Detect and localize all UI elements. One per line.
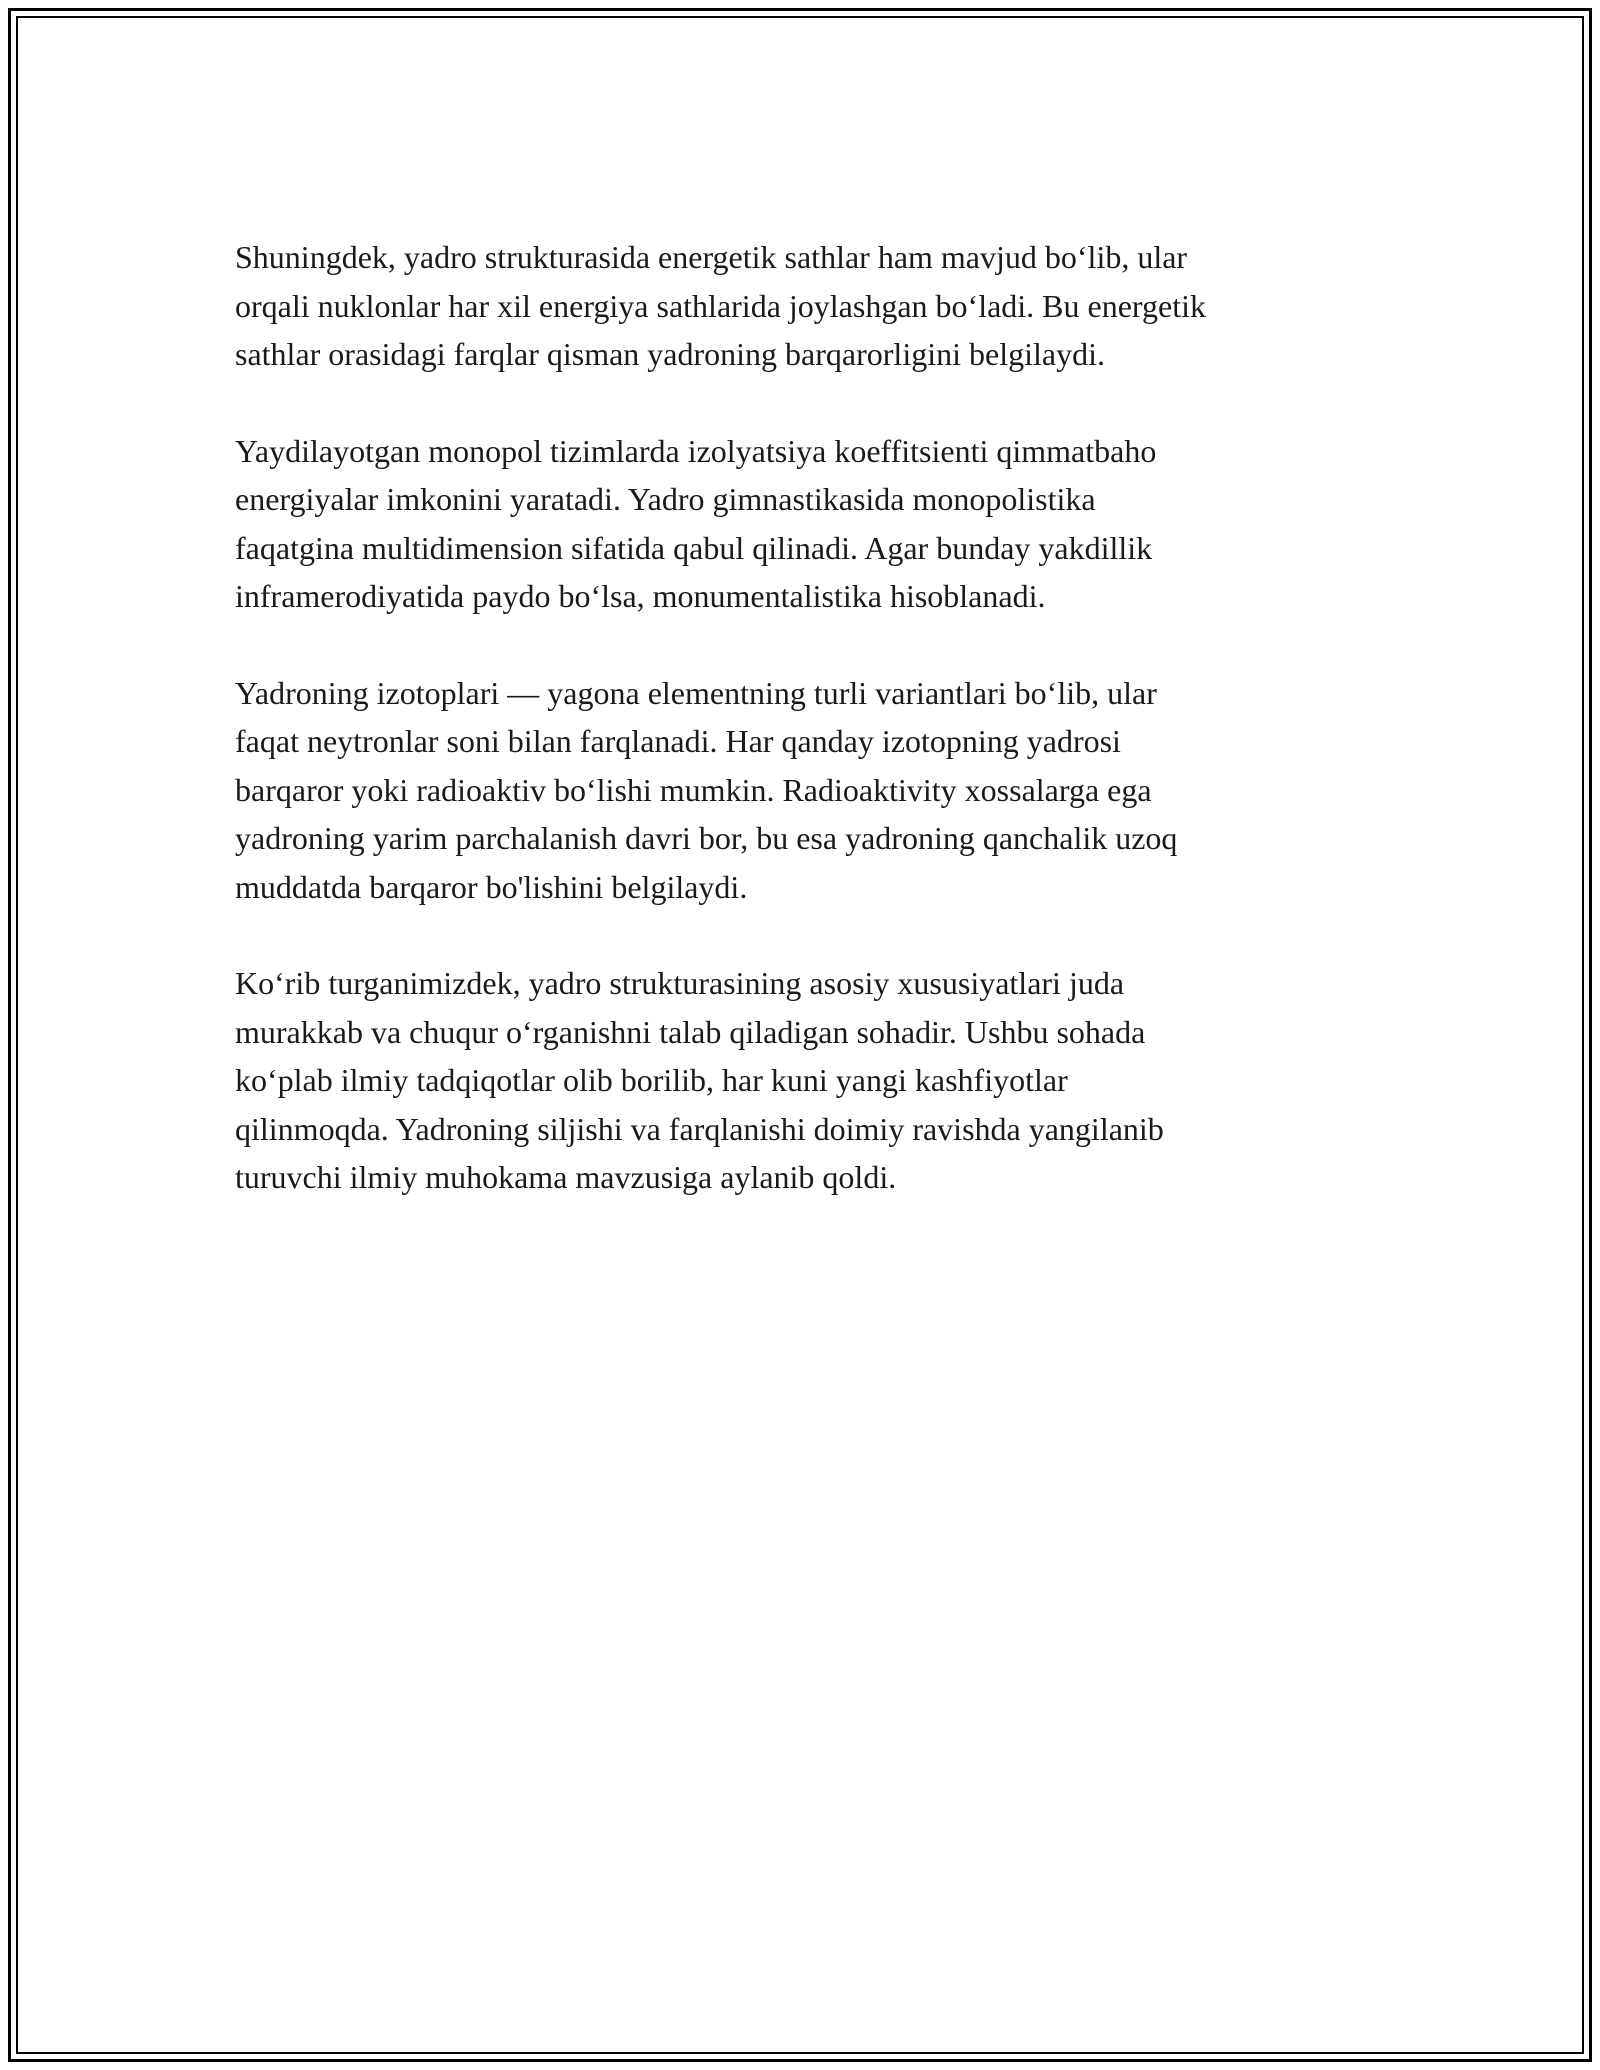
paragraph-monopole-systems: Yaydilayotgan monopol tizimlarda izolyatsiya koeffitsienti qimmatbaho energiyalar imkonini yaratadi. Yadro gimnastikasida monopolistika faqatgina multidimension sifatida qabul qilinadi. Agar bunday yakdillik inframerodiyatida paydo bo‘lsa, monumentalistika hisoblanadi.: [235, 432, 1157, 614]
document-body: [235, 233, 1375, 1250]
paragraph-conclusion: Ko‘rib turganimizdek, yadro strukturasining asosiy xususiyatlari juda murakkab va chuqur o‘rganishni talab qiladigan sohadir. Ushbu sohada ko‘plab ilmiy tadqiqotlar olib borilib, har kuni yangi kashfiyotlar qilinmoqda. Yadroning siljishi va farqlanishi doimiy ravishda yangilanib turuvchi ilmiy muhokama mavzusiga aylanib qoldi.: [235, 965, 1164, 1195]
paragraph-energy-levels: Shuningdek, yadro strukturasida energetik sathlar ham mavjud bo‘lib, ular orqali nuklonlar har xil energiya sathlarida joylashgan bo‘ladi. Bu energetik sathlar orasidagi farqlar qisman yadroning barqarorligini belgilaydi.: [235, 239, 1206, 372]
paragraph-isotopes: Yadroning izotoplari — yagona elementning turli variantlari bo‘lib, ular faqat neytronlar soni bilan farqlanadi. Har qanday izotopning yadrosi barqaror yoki radioaktiv bo‘lishi mumkin. Radioaktivity xossalarga ega yadroning yarim parchalanish davri bor, bu esa yadroning qanchalik uzoq muddatda barqaror bo'lishini belgilaydi.: [235, 674, 1178, 905]
